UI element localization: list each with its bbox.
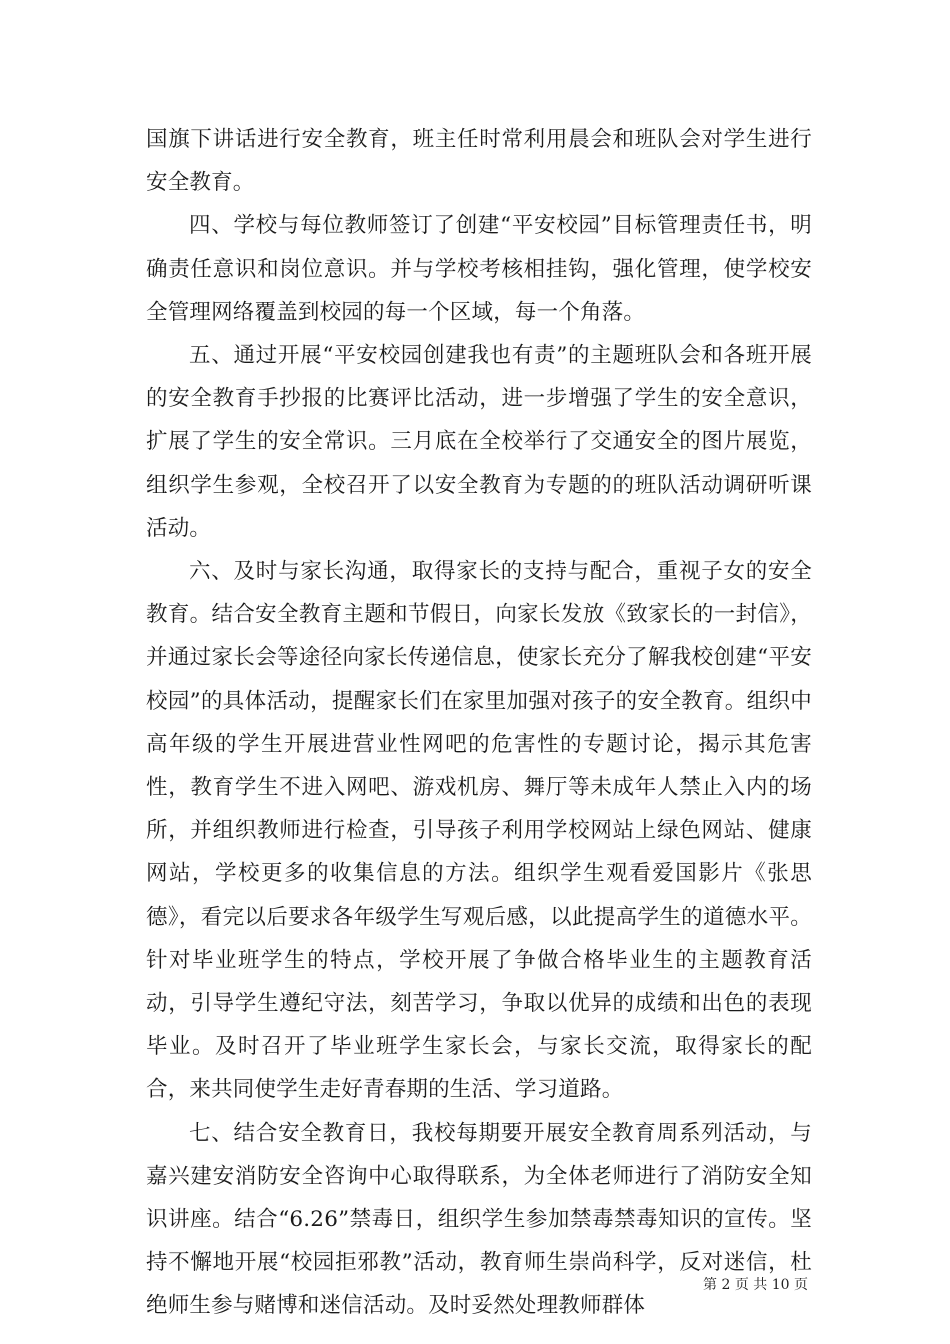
document-body <box>146 118 812 1328</box>
paragraph-section-five: 五、通过开展“平安校园创建我也有责”的主题班队会和各班开展的安全教育手抄报的比赛评比活动，进一步增强了学生的安全意识，扩展了学生的安全常识。三月底在全校举行了交通安全的图片展览，组织学生参观，全校召开了以安全教育为专题的的班队活动调研听课活动。 <box>146 343 812 541</box>
paragraph-continued: 国旗下讲话进行安全教育，班主任时常利用晨会和班队会对学生进行安全教育。 <box>146 127 812 196</box>
paragraph-section-four: 四、学校与每位教师签订了创建“平安校园”目标管理责任书，明确责任意识和岗位意识。并与学校考核相挂钩，强化管理，使学校安全管理网络覆盖到校园的每一个区域，每一个角落。 <box>146 213 812 325</box>
paragraph-section-seven: 七、结合安全教育日，我校每期要开展安全教育周系列活动，与嘉兴建安消防安全咨询中心取得联系，为全体老师进行了消防安全知识讲座。结合“6.26”禁毒日，组织学生参加禁毒禁毒知识的宣传。坚持不懈地开展“校园拒邪教”活动，教育师生崇尚科学，反对迷信，杜绝师生参与赌博和迷信活动。及时妥然处理教师群体 <box>146 1120 812 1319</box>
page-number-footer: 第 2 页 共 10 页 <box>703 1277 808 1293</box>
paragraph-section-six: 六、及时与家长沟通，取得家长的支持与配合，重视子女的安全教育。结合安全教育主题和节假日，向家长发放《致家长的一封信》，并通过家长会等途径向家长传递信息，使家长充分了解我校创建“平安校园”的具体活动，提醒家长们在家里加强对孩子的安全教育。组织中高年级的学生开展进营业性网吧的危害性的专题讨论，揭示其危害性，教育学生不进入网吧、游戏机房、舞厅等未成年人禁止入内的场所，并组织教师进行检查，引导孩子利用学校网站上绿色网站、健康网站，学校更多的收集信息的方法。组织学生观看爱国影片《张思德》，看完以后要求各年级学生写观后感，以此提高学生的道德水平。针对毕业班学生的特点，学校开展了争做合格毕业生的主题教育活动，引导学生遵纪守法，刻苦学习，争取以优异的成绩和出色的表现毕业。及时召开了毕业班学生家长会，与家长交流，取得家长的配合，来共同使学生走好青春期的生活、学习道路。 <box>146 559 812 1103</box>
